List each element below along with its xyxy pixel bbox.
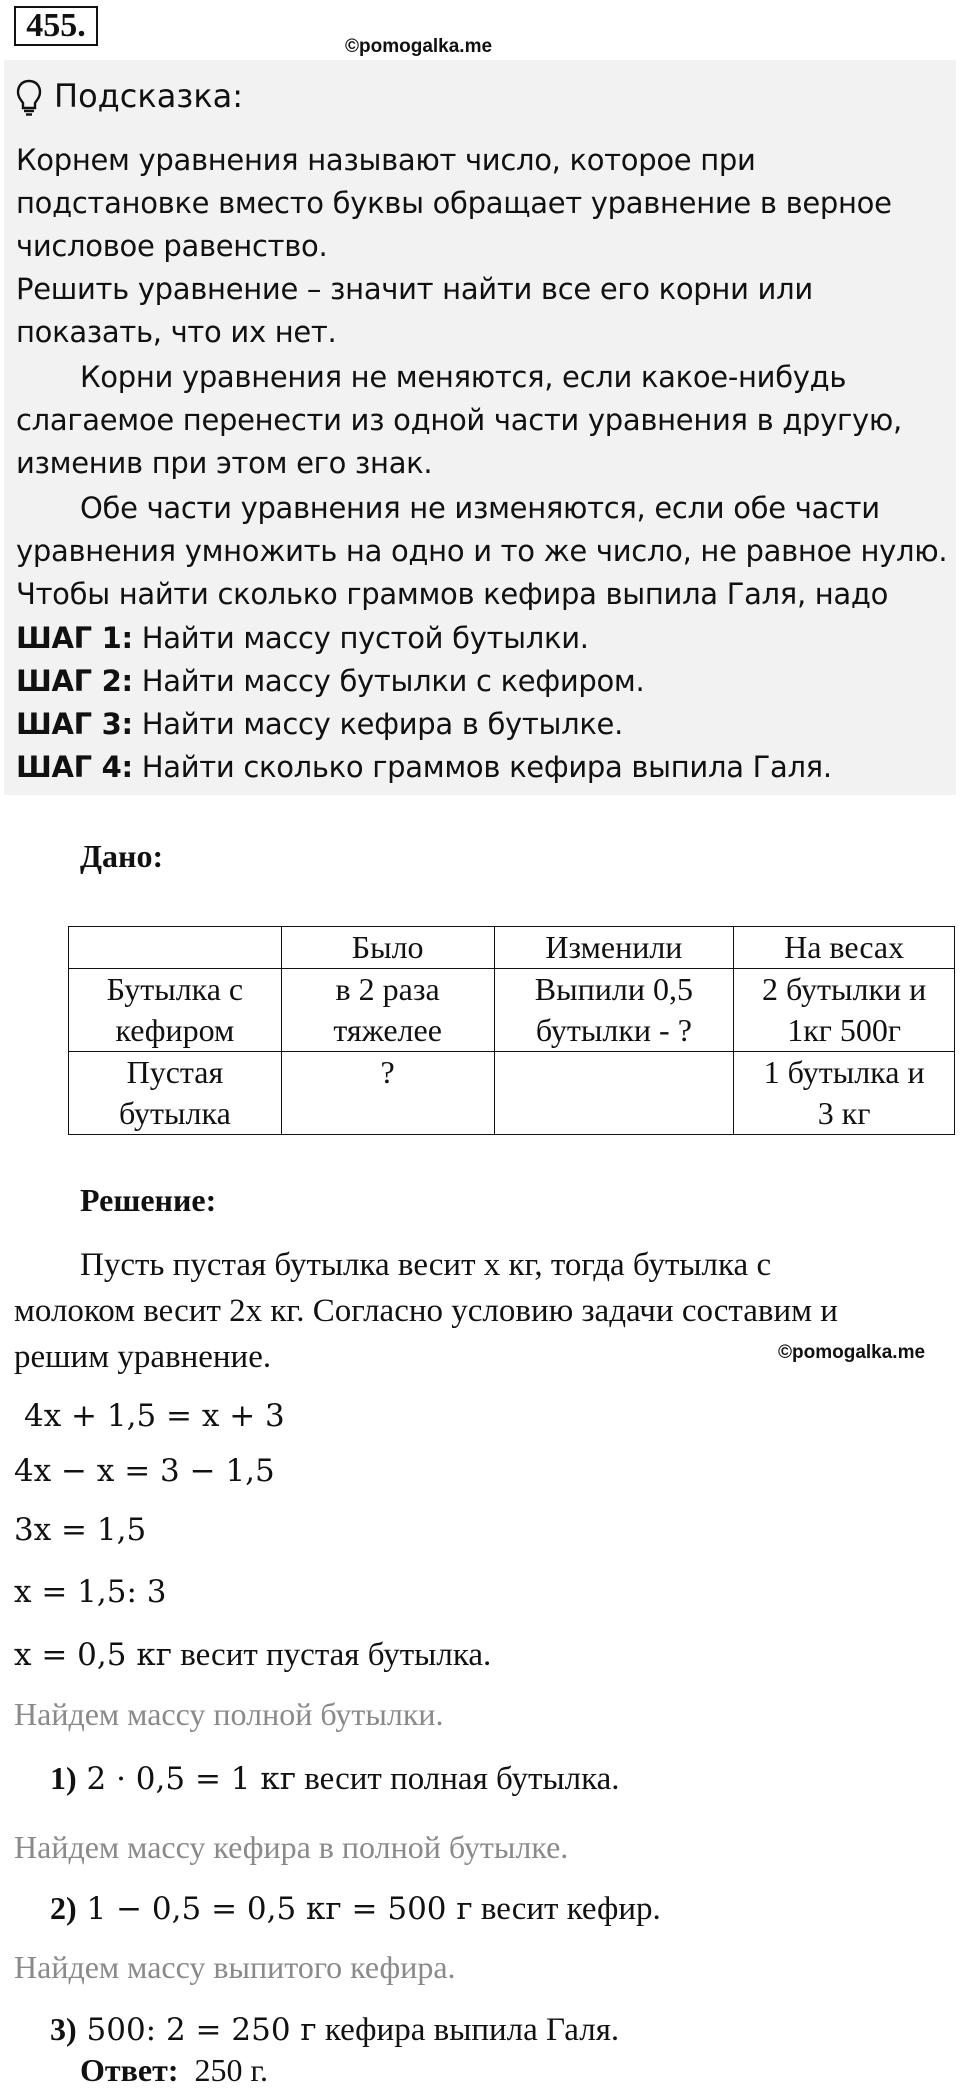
step-text: весит полная бутылка. <box>295 1761 620 1797</box>
solution-line: молоком весит 2x кг. Согласно условию задачи составим и <box>14 1293 838 1329</box>
table-cell: Выпили 0,5 бутылки - ? <box>494 969 734 1052</box>
step-label: ШАГ 4: <box>16 750 133 784</box>
hint-line: Корни уравнения не меняются, если какое-нибудь <box>80 360 847 394</box>
solution-step <box>50 2007 619 2052</box>
hint-step <box>16 703 623 746</box>
problem-number: 455. <box>14 6 98 46</box>
result-text: весит пустая бутылка. <box>171 1637 492 1673</box>
hint-title: Подсказка: <box>54 77 244 115</box>
solution-title: Решение: <box>80 1182 217 1218</box>
hint-line: Чтобы найти сколько граммов кефира выпила Галя, надо <box>16 577 889 611</box>
step-equation: 1 − 0,5 = 0,5 кг = 500 г <box>86 1891 473 1927</box>
hint-line: Решить уравнение – значит найти все его корни или <box>16 272 813 306</box>
step-number: 2) <box>50 1890 77 1926</box>
hint-header <box>16 76 243 117</box>
step-equation: 500: 2 = 250 г <box>86 2012 317 2048</box>
table-cell: Бутылка с кефиром <box>69 969 282 1052</box>
answer-value: 250 г. <box>194 2052 268 2088</box>
step-text: Найти сколько граммов кефира выпила Галя. <box>141 750 832 784</box>
step-text: кефира выпила Галя. <box>316 2012 620 2048</box>
table-header-cell: На весах <box>734 927 955 969</box>
result-line <box>14 1633 491 1677</box>
equation: 4x − x = 3 − 1,5 <box>14 1453 275 1489</box>
hint-line: Корнем уравнения называют число, которое при <box>16 143 756 177</box>
step-caption: Найдем массу выпитого кефира. <box>14 1949 456 1985</box>
step-text: весит кефир. <box>472 1891 661 1927</box>
result-equation: x = 0,5 кг <box>14 1637 172 1673</box>
given-title: Дано: <box>80 838 164 874</box>
table-cell: 2 бутылки и 1кг 500г <box>734 969 955 1052</box>
step-label: ШАГ 3: <box>16 707 133 741</box>
table-cell: ? <box>281 1052 494 1135</box>
hint-line: числовое равенство. <box>16 229 328 263</box>
hint-line: слагаемое перенести из одной части уравнения в другую, <box>16 403 902 437</box>
hint-line: уравнения умножить на одно и то же число, не равное нулю. <box>16 534 948 568</box>
step-caption: Найдем массу кефира в полной бутылке. <box>14 1829 569 1865</box>
table-header-row <box>69 927 955 969</box>
equation: 3x = 1,5 <box>14 1512 147 1548</box>
step-text: Найти массу бутылки с кефиром. <box>141 664 645 698</box>
equation: 4x + 1,5 = x + 3 <box>24 1398 285 1434</box>
hint-line: показать, что их нет. <box>16 315 337 349</box>
table-cell: в 2 раза тяжелее <box>281 969 494 1052</box>
step-label: ШАГ 1: <box>16 621 133 655</box>
step-caption: Найдем массу полной бутылки. <box>14 1696 444 1732</box>
solution-step <box>50 1756 620 1801</box>
answer-label: Ответ: <box>80 2052 179 2088</box>
hint-step <box>16 746 832 789</box>
step-text: Найти массу кефира в бутылке. <box>141 707 624 741</box>
lightbulb-icon <box>16 79 42 117</box>
table-header-cell: Изменили <box>494 927 734 969</box>
hint-line: подстановке вместо буквы обращает уравнение в верное <box>16 186 892 220</box>
table-row <box>69 1052 955 1135</box>
hint-step <box>16 660 644 703</box>
table-cell: Пустая бутылка <box>69 1052 282 1135</box>
step-number: 3) <box>50 2011 77 2047</box>
hint-line: изменив при этом его знак. <box>16 446 433 480</box>
equation: x = 1,5: 3 <box>14 1574 167 1610</box>
step-equation: 2 · 0,5 = 1 кг <box>86 1761 296 1797</box>
table-cell <box>494 1052 734 1135</box>
step-label: ШАГ 2: <box>16 664 133 698</box>
table-row <box>69 969 955 1052</box>
solution-line: решим уравнение. <box>14 1339 272 1375</box>
table-cell: 1 бутылка и 3 кг <box>734 1052 955 1135</box>
watermark: ©pomogalka.me <box>778 1342 926 1363</box>
hint-step <box>16 617 589 660</box>
hint-line: Обе части уравнения не изменяются, если обе части <box>80 491 880 525</box>
table-header-cell: Было <box>281 927 494 969</box>
watermark: ©pomogalka.me <box>345 36 493 57</box>
answer-line <box>80 2052 268 2089</box>
given-table <box>68 926 955 1135</box>
step-number: 1) <box>50 1760 77 1796</box>
step-text: Найти массу пустой бутылки. <box>141 621 589 655</box>
solution-step <box>50 1886 661 1931</box>
table-header-cell <box>69 927 282 969</box>
solution-line: Пусть пустая бутылка весит x кг, тогда бутылка с <box>80 1247 772 1283</box>
